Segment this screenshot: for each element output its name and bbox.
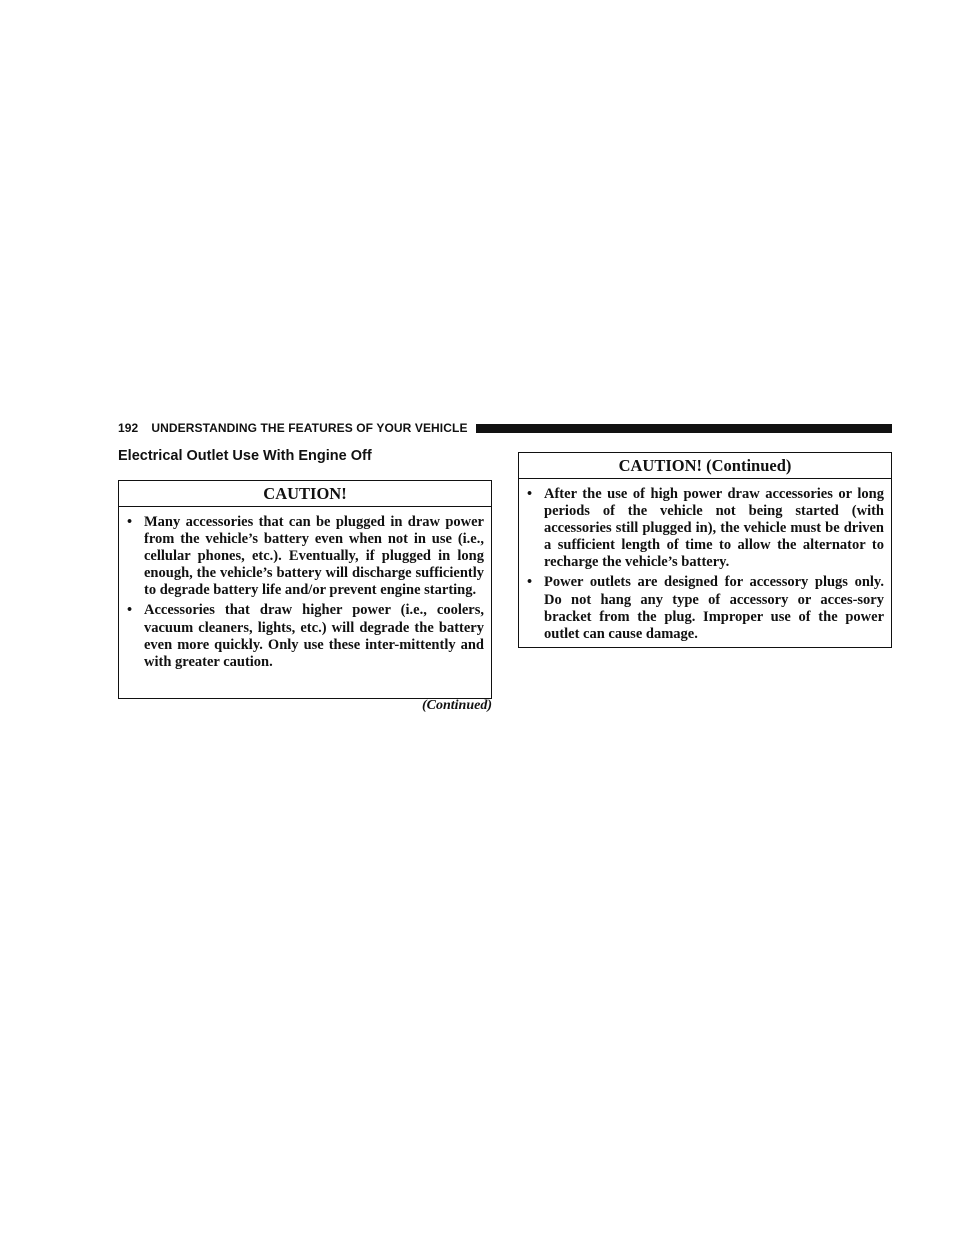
page-header bbox=[118, 418, 892, 438]
bullet-icon: • bbox=[527, 486, 533, 502]
caution-continued-heading: CAUTION! (Continued) bbox=[519, 453, 891, 479]
bullet-icon: • bbox=[127, 602, 133, 619]
page-number: 192 bbox=[118, 421, 139, 435]
running-title: UNDERSTANDING THE FEATURES OF YOUR VEHICLE bbox=[151, 421, 468, 435]
continued-label: (Continued) bbox=[421, 698, 492, 713]
caution-heading: CAUTION! bbox=[119, 481, 491, 507]
header-rule bbox=[476, 424, 892, 433]
caution-item bbox=[127, 514, 484, 599]
caution-item-text: Power outlets are designed for accessory plugs only. Do not hang any type of accessory or acces-sory bracket from the plug. Improper use of the power outlet can cause damage. bbox=[544, 574, 884, 642]
caution-list bbox=[119, 507, 491, 671]
caution-item-text: Many accessories that can be plugged in draw power from the vehicle’s battery even when not in use (i.e., cellular phones, etc.). Eventually, if plugged in long enough, the vehicle’s battery will discharge sufficiently to degrade battery life and/or prevent engine starting. bbox=[144, 514, 484, 599]
caution-box bbox=[118, 480, 492, 699]
section-title: Electrical Outlet Use With Engine Off bbox=[118, 448, 372, 464]
caution-item bbox=[527, 486, 884, 571]
caution-item-text: After the use of high power draw accessories or long periods of the vehicle not being started (with accessories still plugged in), the vehicle must be driven a sufficient length of time to allow the alternator to recharge the vehicle’s battery. bbox=[544, 486, 884, 571]
caution-item bbox=[127, 602, 484, 670]
caution-item-text: Accessories that draw higher power (i.e., coolers, vacuum cleaners, lights, etc.) will degrade the battery even more quickly. Only use these inter-mittently and with greater caution. bbox=[144, 602, 484, 670]
caution-item bbox=[527, 574, 884, 642]
bullet-icon: • bbox=[127, 514, 133, 530]
bullet-icon: • bbox=[527, 574, 533, 591]
caution-continued-list bbox=[519, 479, 891, 643]
caution-continued-box bbox=[518, 452, 892, 648]
